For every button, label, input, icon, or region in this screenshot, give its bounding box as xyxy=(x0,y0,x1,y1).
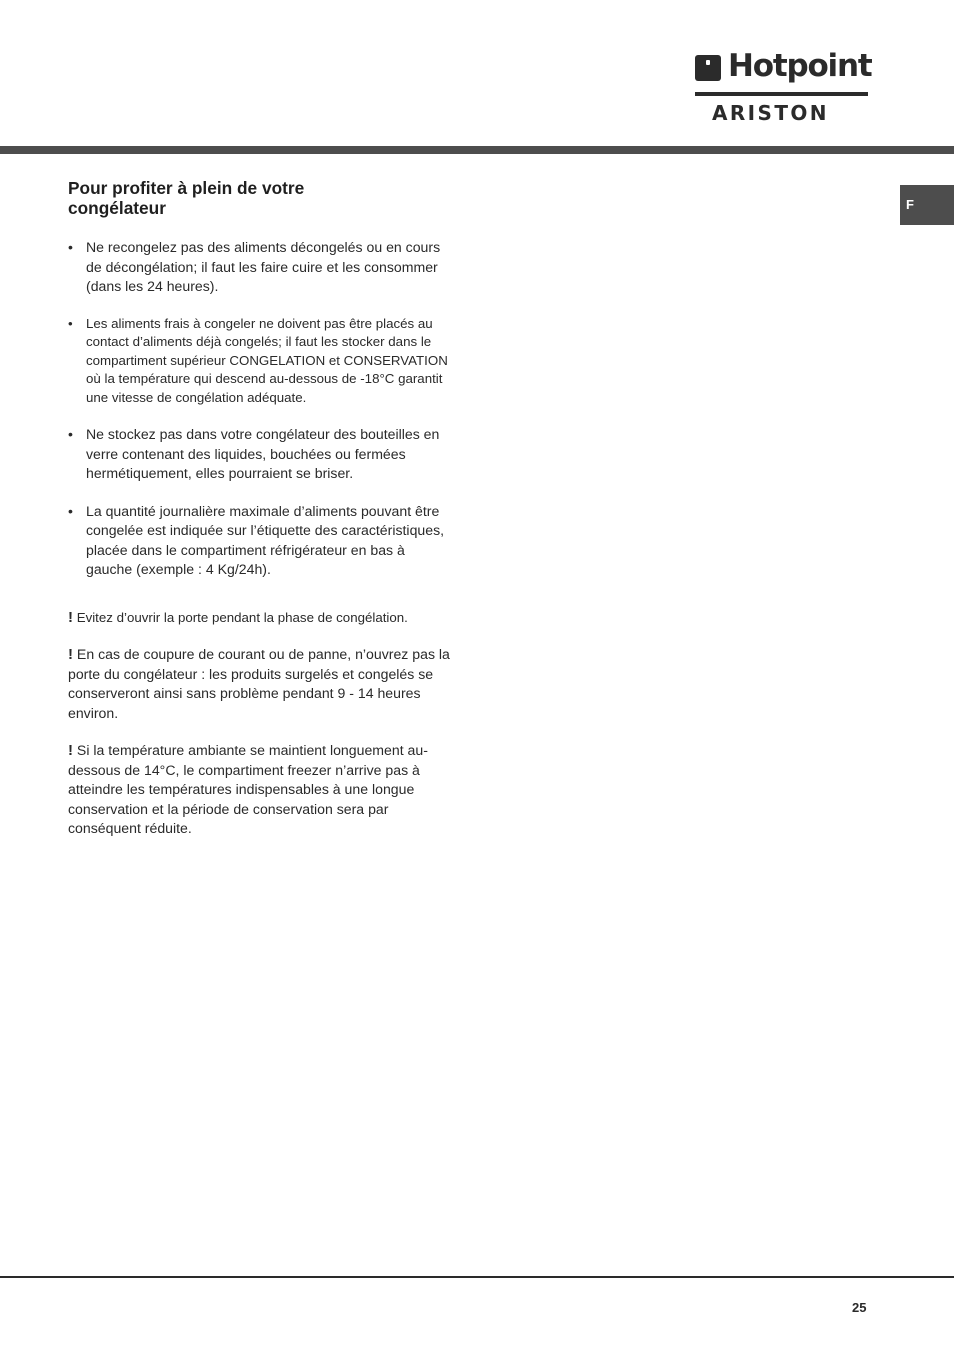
warnings xyxy=(68,608,453,839)
brand-mark-icon xyxy=(695,55,721,81)
warning-note xyxy=(68,741,453,839)
language-tab: F xyxy=(900,185,954,225)
warning-mark-icon: ! xyxy=(68,646,73,663)
brand-name-hotpoint: Hotpoint xyxy=(728,48,872,84)
logo-divider xyxy=(695,92,868,96)
section-title xyxy=(68,178,453,218)
warning-mark-icon: ! xyxy=(68,742,73,759)
brand-name-ariston: ARISTON xyxy=(712,101,829,125)
list-item: • La quantité journalière maximale d’aliments pouvant être congelée est indiquée sur l’étiquette des caractéristiques, placée dans le compartiment réfrigérateur en bas à gauche (exemple : 4 Kg/24h). xyxy=(68,502,453,580)
list-item: • Les aliments frais à congeler ne doivent pas être placés au contact d’aliments déjà congelés; il faut les stocker dans le compartiment supérieur CONGELATION et CONSERVATION où la température qui descend au-dessous de -18°C garantit une vitesse de congélation adéquate. xyxy=(68,315,453,408)
list-item: • Ne recongelez pas des aliments décongelés ou en cours de décongélation; il faut les faire cuire et les consommer (dans les 24 heures). xyxy=(68,238,453,297)
header-bar xyxy=(0,146,954,154)
warning-text: Evitez d’ouvrir la porte pendant la phase de congélation. xyxy=(76,609,408,625)
warning-text: Si la température ambiante se maintient longuement au-dessous de 14°C, le compartiment freezer n’arrive pas à atteindre les températures indispensables à une longue conservation et la période de conservation sera par conséquent réduite. xyxy=(68,742,428,836)
warning-text: En cas de coupure de courant ou de panne, n’ouvrez pas la porte du congélateur : les produits surgelés et congelés se conserveront ainsi sans problème pendant 9 - 14 heures environ. xyxy=(68,646,450,721)
footer-divider xyxy=(0,1276,954,1278)
warning-note xyxy=(68,608,453,628)
list-item: • Ne stockez pas dans votre congélateur des bouteilles en verre contenant des liquides, bouchées ou fermées hermétiquement, elles pourraient se briser. xyxy=(68,425,453,484)
section-title-line2: congélateur xyxy=(68,198,166,218)
section-title-line1: Pour profiter à plein de votre xyxy=(68,178,305,198)
warning-mark-icon: ! xyxy=(68,608,73,626)
hotpoint-ariston-logo xyxy=(694,48,872,126)
warning-note xyxy=(68,645,453,723)
page-number: 25 xyxy=(852,1300,867,1315)
main-content xyxy=(68,178,453,857)
tips-list xyxy=(68,238,453,580)
